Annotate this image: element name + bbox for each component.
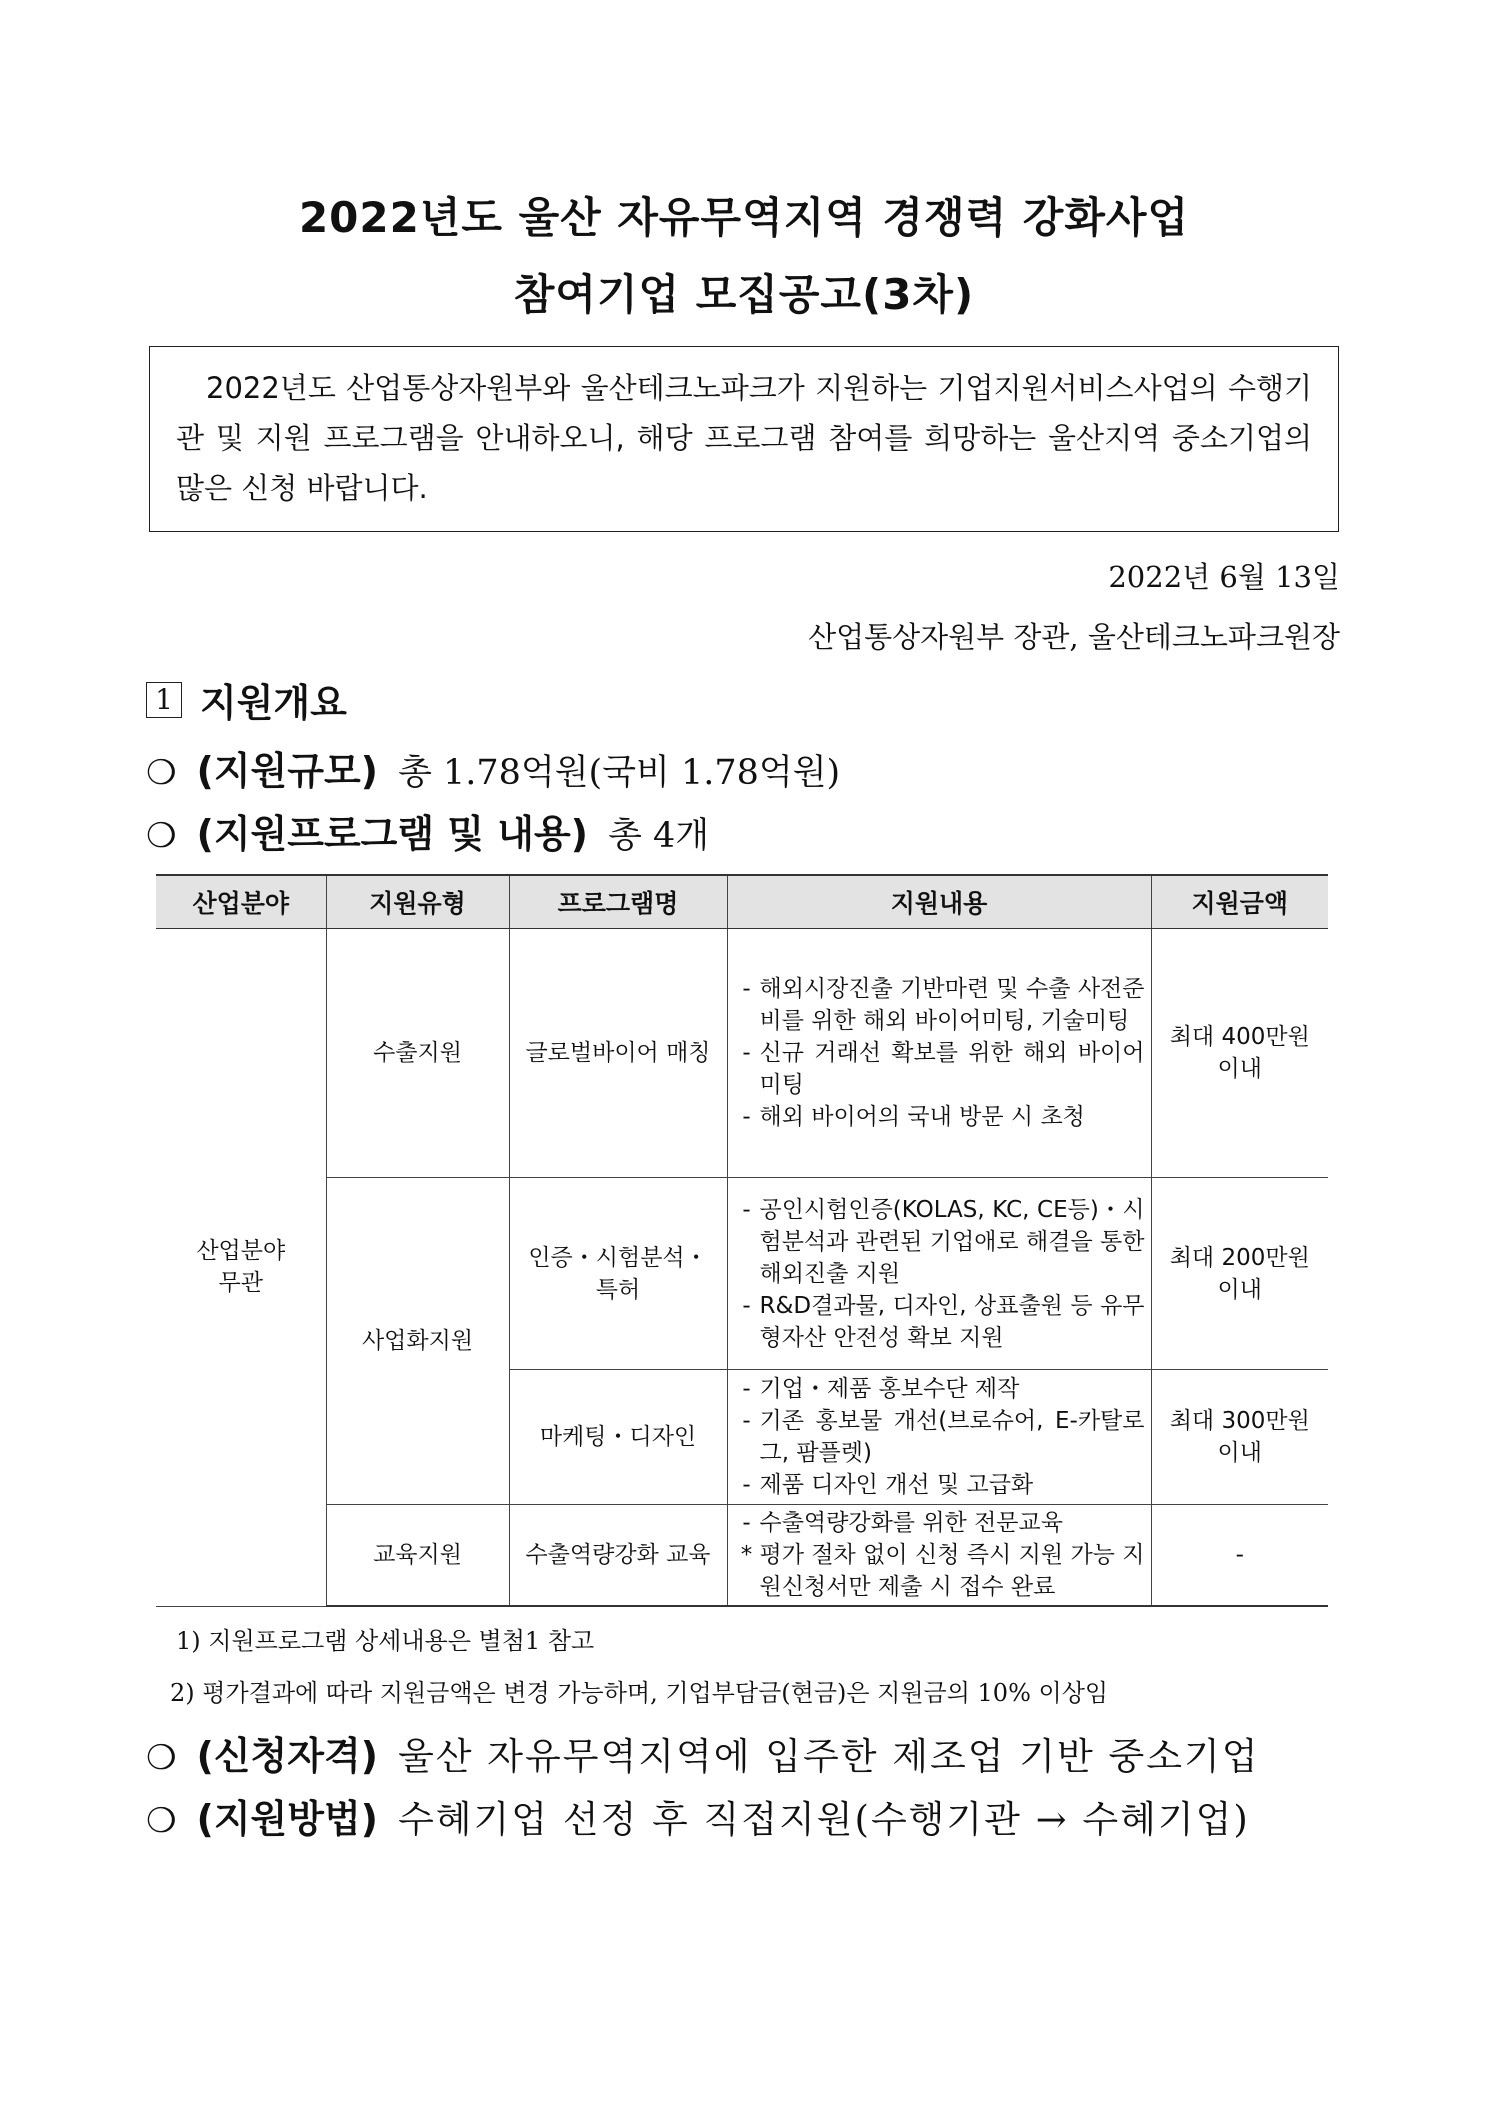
item-text: R&D결과물, 디자인, 상표출원 등 유무형자산 안전성 확보 지원	[759, 1292, 1145, 1351]
content-item	[734, 1194, 1145, 1290]
item-text: 신규 거래선 확보를 위한 해외 바이어 미팅	[759, 1040, 1145, 1098]
bullet-label: (지원방법)	[196, 1797, 379, 1841]
header-amount: 지원금액	[1151, 875, 1328, 929]
item-marker: -	[742, 1408, 751, 1434]
circle-bullet-icon: ❍	[146, 753, 177, 793]
bullet-label: (지원규모)	[196, 749, 379, 793]
content-item	[734, 1469, 1145, 1501]
cell-amount: 최대 300만원 이내	[1151, 1370, 1328, 1505]
header-type: 지원유형	[326, 875, 509, 929]
content-item	[734, 1037, 1145, 1101]
cell-amount: -	[1151, 1505, 1328, 1607]
item-text: 해외 바이어의 국내 방문 시 초청	[759, 1104, 1085, 1130]
content-item	[734, 973, 1145, 1037]
intro-text: 2022년도 산업통상자원부와 울산테크노파크가 지원하는 기업지원서비스사업의 수행기관 및 지원 프로그램을 안내하오니, 해당 프로그램 참여를 희망하는 울산지역 중소기업의 많은 신청 바랍니다.	[176, 371, 1312, 505]
cell-industry: 산업분야 무관	[156, 929, 326, 1607]
header-content: 지원내용	[727, 875, 1151, 929]
intro-box	[149, 346, 1339, 532]
footnote-1: 1) 지원프로그램 상세내용은 별첨1 참고	[176, 1627, 595, 1655]
bullet-method	[146, 1788, 1250, 1843]
bullet-label: (신청자격)	[196, 1734, 379, 1778]
notice-signer: 산업통상자원부 장관, 울산테크노파크원장	[808, 620, 1340, 654]
cell-type: 사업화지원	[326, 1178, 509, 1505]
footnote-2: 2) 평가결과에 따라 지원금액은 변경 가능하며, 기업부담금(현금)은 지원금의 10% 이상임	[170, 1679, 1109, 1707]
cell-content	[727, 929, 1151, 1178]
circle-bullet-icon: ❍	[146, 1801, 177, 1841]
bullet-support-programs	[146, 803, 709, 858]
cell-program: 인증・시험분석・ 특허	[509, 1178, 727, 1370]
cell-program: 글로벌바이어 매칭	[509, 929, 727, 1178]
bullet-text: 수혜기업 선정 후 직접지원(수행기관 → 수혜기업)	[398, 1798, 1250, 1841]
item-text: 해외시장진출 기반마련 및 수출 사전준비를 위한 해외 바이어미팅, 기술미팅	[759, 976, 1145, 1034]
item-text: 수출역량강화를 위한 전문교육	[759, 1510, 1063, 1536]
circle-bullet-icon: ❍	[146, 1738, 177, 1778]
cell-content	[727, 1178, 1151, 1370]
item-text: 평가 절차 없이 신청 즉시 지원 가능 지원신청서만 제출 시 접수 완료	[759, 1542, 1145, 1600]
item-marker: -	[742, 1292, 751, 1319]
table-row	[156, 929, 1328, 1178]
program-table	[156, 874, 1328, 1607]
table-row	[156, 1178, 1328, 1370]
content-item	[734, 1290, 1145, 1354]
item-marker: -	[742, 1472, 751, 1498]
item-marker: -	[742, 1376, 751, 1402]
content-item	[734, 1507, 1145, 1539]
item-marker: -	[742, 1510, 751, 1536]
cell-amount: 최대 400만원 이내	[1151, 929, 1328, 1178]
item-text: 제품 디자인 개선 및 고급화	[759, 1472, 1034, 1498]
item-text: 기존 홍보물 개선(브로슈어, E-카탈로그, 팜플렛)	[759, 1408, 1145, 1466]
content-item	[734, 1539, 1145, 1603]
item-marker: *	[740, 1542, 753, 1568]
table-header-row	[156, 875, 1328, 929]
notice-date: 2022년 6월 13일	[1108, 560, 1340, 594]
item-marker: -	[742, 1104, 751, 1130]
cell-content	[727, 1505, 1151, 1607]
content-item	[734, 1101, 1145, 1133]
item-marker: -	[742, 976, 751, 1002]
header-industry: 산업분야	[156, 875, 326, 929]
content-item	[734, 1373, 1145, 1405]
title-line-2: 참여기업 모집공고(3차)	[513, 270, 975, 319]
bullet-text: 총 4개	[608, 816, 710, 856]
cell-type: 수출지원	[326, 929, 509, 1178]
cell-program: 수출역량강화 교육	[509, 1505, 727, 1607]
bullet-label: (지원프로그램 및 내용)	[196, 812, 589, 856]
bullet-text: 울산 자유무역지역에 입주한 제조업 기반 중소기업	[398, 1735, 1260, 1778]
title-line-1: 2022년도 울산 자유무역지역 경쟁력 강화사업	[298, 193, 1190, 242]
bullet-support-scale	[146, 740, 840, 795]
bullet-eligibility	[146, 1725, 1259, 1780]
cell-program: 마케팅・디자인	[509, 1370, 727, 1505]
bullet-text: 총 1.78억원(국비 1.78억원)	[398, 753, 841, 793]
item-marker: -	[742, 1196, 751, 1223]
cell-type: 교육지원	[326, 1505, 509, 1607]
cell-amount: 최대 200만원 이내	[1151, 1178, 1328, 1370]
item-text: 공인시험인증(KOLAS, KC, CE등)・시험분석과 관련된 기업애로 해결을 통한 해외진출 지원	[759, 1196, 1145, 1287]
item-text: 기업・제품 홍보수단 제작	[759, 1376, 1020, 1402]
cell-content	[727, 1370, 1151, 1505]
table-row	[156, 1505, 1328, 1607]
circle-bullet-icon: ❍	[146, 816, 177, 856]
item-marker: -	[742, 1040, 751, 1066]
content-item	[734, 1405, 1145, 1469]
section-title: 지원개요	[200, 681, 347, 725]
section-number-box: 1	[146, 682, 182, 718]
header-program: 프로그램명	[509, 875, 727, 929]
section-heading	[146, 672, 347, 727]
